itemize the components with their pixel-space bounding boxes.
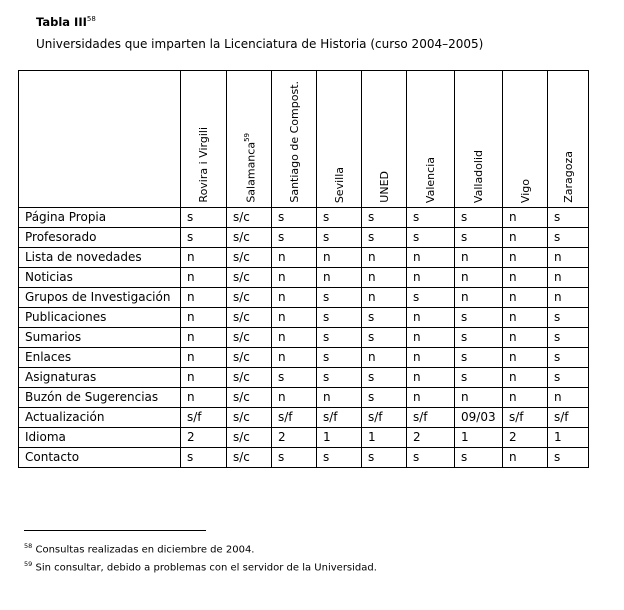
- column-header: [455, 71, 503, 208]
- table-cell: s: [407, 448, 455, 468]
- table-cell: 2: [181, 428, 227, 448]
- table-cell: s/c: [227, 308, 272, 328]
- table-cell: s: [317, 368, 362, 388]
- table-cell: s/c: [227, 408, 272, 428]
- table-cell: s/f: [181, 408, 227, 428]
- table-cell: s: [455, 208, 503, 228]
- table-cell: s/f: [407, 408, 455, 428]
- table-row: [19, 428, 589, 448]
- table-cell: n: [455, 248, 503, 268]
- table-cell: 1: [548, 428, 589, 448]
- table-cell: s: [548, 348, 589, 368]
- table-cell: s: [455, 328, 503, 348]
- table-cell: 1: [317, 428, 362, 448]
- row-label: Publicaciones: [19, 308, 181, 328]
- table-cell: n: [503, 288, 548, 308]
- column-header-text: Sevilla: [332, 166, 346, 203]
- table-row: [19, 248, 589, 268]
- table-cell: s: [407, 288, 455, 308]
- table-row: [19, 348, 589, 368]
- table-cell: s/f: [362, 408, 407, 428]
- column-header: [407, 71, 455, 208]
- table-cell: 1: [362, 428, 407, 448]
- table-cell: n: [503, 448, 548, 468]
- table-cell: n: [407, 368, 455, 388]
- table-cell: n: [503, 228, 548, 248]
- row-label: Enlaces: [19, 348, 181, 368]
- column-header-label: [378, 165, 391, 203]
- table-cell: n: [181, 308, 227, 328]
- column-header: [548, 71, 589, 208]
- table-cell: n: [362, 248, 407, 268]
- table-cell: 2: [272, 428, 317, 448]
- table-cell: s: [455, 308, 503, 328]
- table-cell: s: [362, 308, 407, 328]
- column-header-text: Valencia: [424, 156, 437, 203]
- column-header-label: [424, 151, 437, 203]
- table-row: [19, 208, 589, 228]
- table-cell: s: [317, 348, 362, 368]
- table-cell: n: [407, 388, 455, 408]
- table-cell: s/f: [548, 408, 589, 428]
- table-cell: s/f: [272, 408, 317, 428]
- column-header-label: [333, 161, 346, 203]
- column-header: [362, 71, 407, 208]
- table-cell: s: [548, 328, 589, 348]
- table-cell: s: [548, 228, 589, 248]
- table-row: [19, 308, 589, 328]
- column-header-text: Valladolid: [472, 149, 485, 203]
- footnote-text: Consultas realizadas en diciembre de 2004.: [35, 544, 255, 556]
- row-label: Profesorado: [19, 228, 181, 248]
- table-cell: n: [317, 248, 362, 268]
- footnote-divider: [24, 530, 206, 531]
- row-label: Buzón de Sugerencias: [19, 388, 181, 408]
- table-cell: n: [503, 248, 548, 268]
- table-cell: s: [181, 208, 227, 228]
- footnote-59: [24, 560, 377, 573]
- header-corner-cell: [19, 71, 181, 208]
- table-cell: n: [317, 388, 362, 408]
- table-cell: s/c: [227, 288, 272, 308]
- table-cell: n: [362, 348, 407, 368]
- table-cell: 09/03: [455, 408, 503, 428]
- table-cell: n: [503, 388, 548, 408]
- table-cell: n: [503, 368, 548, 388]
- column-header: [503, 71, 548, 208]
- row-label: Contacto: [19, 448, 181, 468]
- caption-title-text: Tabla III: [36, 15, 87, 29]
- column-header-label: [197, 121, 210, 203]
- column-header-text: Rovira i Virgili: [197, 127, 210, 203]
- column-header-label: [288, 75, 301, 203]
- table-cell: n: [548, 288, 589, 308]
- universities-table: [18, 70, 589, 468]
- table-cell: s: [317, 208, 362, 228]
- table-cell: s/c: [227, 328, 272, 348]
- table-cell: n: [503, 308, 548, 328]
- table-cell: s: [407, 208, 455, 228]
- table-cell: n: [407, 268, 455, 288]
- table-cell: n: [272, 388, 317, 408]
- table-cell: s: [455, 448, 503, 468]
- footnote-ref: 58: [24, 542, 33, 550]
- table-cell: n: [181, 268, 227, 288]
- table-row: [19, 368, 589, 388]
- column-header: [227, 71, 272, 208]
- table-cell: n: [181, 348, 227, 368]
- table-cell: s/c: [227, 248, 272, 268]
- table-cell: s/f: [503, 408, 548, 428]
- row-label: Sumarios: [19, 328, 181, 348]
- table-cell: s: [317, 328, 362, 348]
- table-cell: n: [548, 248, 589, 268]
- table-cell: n: [272, 348, 317, 368]
- table-cell: s: [548, 368, 589, 388]
- table-cell: s: [362, 208, 407, 228]
- column-footnote-ref: 59: [242, 133, 251, 143]
- table-cell: n: [272, 248, 317, 268]
- table-caption-title: [36, 15, 96, 29]
- table-header-row: [19, 71, 589, 208]
- table-cell: s: [181, 228, 227, 248]
- table-cell: s/c: [227, 368, 272, 388]
- table-cell: n: [548, 268, 589, 288]
- column-header: [317, 71, 362, 208]
- table-cell: n: [362, 288, 407, 308]
- caption-footnote-ref: 58: [86, 15, 96, 24]
- table-cell: n: [181, 388, 227, 408]
- column-header: [272, 71, 317, 208]
- table-cell: s: [362, 368, 407, 388]
- column-header-label: [519, 173, 532, 203]
- table-cell: n: [362, 268, 407, 288]
- table-cell: 1: [455, 428, 503, 448]
- row-label: Actualización: [19, 408, 181, 428]
- table-cell: n: [548, 388, 589, 408]
- table-cell: s: [362, 388, 407, 408]
- table-cell: n: [407, 308, 455, 328]
- table-cell: s/c: [227, 428, 272, 448]
- table-cell: n: [455, 268, 503, 288]
- table-cell: s: [548, 448, 589, 468]
- table-cell: s: [455, 368, 503, 388]
- row-label: Idioma: [19, 428, 181, 448]
- footnote-58: [24, 542, 254, 555]
- row-label: Asignaturas: [19, 368, 181, 388]
- footnote-text: Sin consultar, debido a problemas con el servidor de la Universidad.: [35, 562, 377, 574]
- table-cell: n: [503, 348, 548, 368]
- table-cell: n: [181, 288, 227, 308]
- table-row: [19, 328, 589, 348]
- column-header-label: [241, 127, 258, 203]
- table-cell: n: [181, 368, 227, 388]
- table-cell: s: [455, 228, 503, 248]
- column-header-text: Vigo: [518, 178, 532, 203]
- column-header: [181, 71, 227, 208]
- row-label: Grupos de Investigación: [19, 288, 181, 308]
- table-cell: s/c: [227, 268, 272, 288]
- column-header-label: [562, 145, 575, 203]
- table-row: [19, 268, 589, 288]
- table-cell: s: [317, 228, 362, 248]
- table-cell: n: [503, 268, 548, 288]
- table-cell: s: [362, 228, 407, 248]
- table-cell: s: [272, 208, 317, 228]
- table-cell: s: [317, 448, 362, 468]
- table-cell: 2: [503, 428, 548, 448]
- table-cell: s: [362, 448, 407, 468]
- table-cell: s/c: [227, 228, 272, 248]
- table-cell: n: [503, 328, 548, 348]
- table-cell: n: [407, 328, 455, 348]
- table-cell: n: [317, 268, 362, 288]
- table-cell: n: [503, 208, 548, 228]
- table-cell: s/c: [227, 448, 272, 468]
- table-cell: s: [455, 348, 503, 368]
- table-cell: n: [272, 308, 317, 328]
- table-cell: s: [181, 448, 227, 468]
- table-cell: s/f: [317, 408, 362, 428]
- column-header-text: Zaragoza: [561, 151, 575, 203]
- column-header-label: [472, 144, 485, 203]
- table-cell: n: [181, 328, 227, 348]
- column-header-text: UNED: [377, 171, 391, 203]
- table-body: [19, 208, 589, 468]
- footnote-ref: 59: [24, 560, 33, 568]
- table-cell: n: [272, 328, 317, 348]
- table-cell: n: [272, 288, 317, 308]
- table-caption-subtitle: Universidades que imparten la Licenciatura de Historia (curso 2004–2005): [36, 37, 484, 51]
- table-cell: s: [362, 328, 407, 348]
- table-cell: s: [548, 308, 589, 328]
- table-cell: s: [407, 228, 455, 248]
- table-cell: 2: [407, 428, 455, 448]
- row-label: Página Propia: [19, 208, 181, 228]
- column-header-text: Santiago de Compost.: [287, 81, 301, 203]
- table-cell: n: [455, 388, 503, 408]
- column-header-text: Salamanca: [244, 142, 258, 203]
- table-row: [19, 388, 589, 408]
- table-cell: s: [272, 228, 317, 248]
- table-cell: s/c: [227, 208, 272, 228]
- table-row: [19, 408, 589, 428]
- table-cell: s: [317, 308, 362, 328]
- table-cell: s: [548, 208, 589, 228]
- table-cell: n: [455, 288, 503, 308]
- table-cell: n: [272, 268, 317, 288]
- table-cell: s/c: [227, 348, 272, 368]
- table-cell: n: [407, 348, 455, 368]
- table-cell: n: [181, 248, 227, 268]
- table-cell: n: [407, 248, 455, 268]
- table-row: [19, 448, 589, 468]
- table-cell: s: [317, 288, 362, 308]
- table-cell: s: [272, 368, 317, 388]
- row-label: Noticias: [19, 268, 181, 288]
- table-cell: s/c: [227, 388, 272, 408]
- table-cell: s: [272, 448, 317, 468]
- table-row: [19, 288, 589, 308]
- row-label: Lista de novedades: [19, 248, 181, 268]
- table-row: [19, 228, 589, 248]
